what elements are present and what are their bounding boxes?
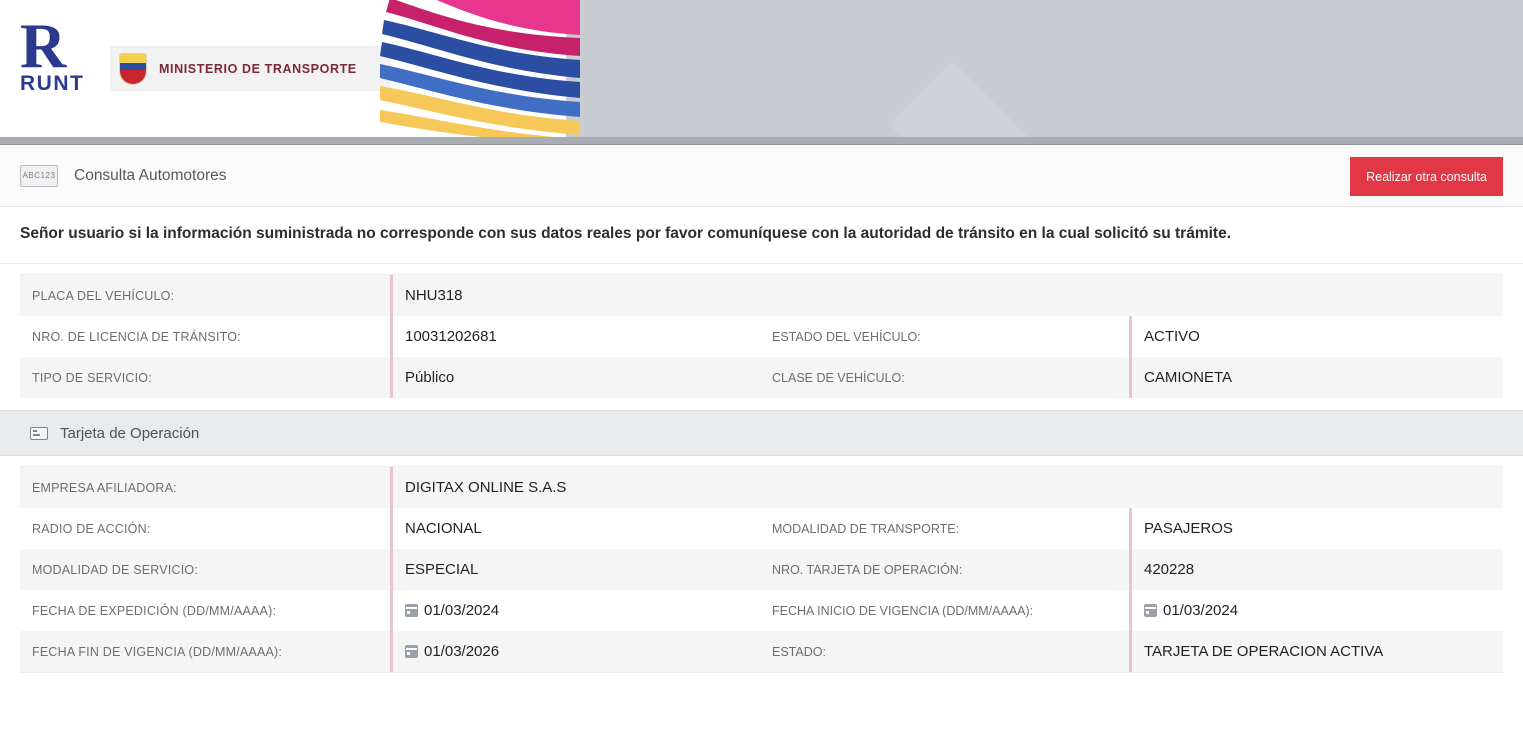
field-label: TIPO DE SERVICIO: — [32, 370, 152, 385]
section-header-operation-card — [0, 410, 1523, 456]
calendar-icon — [405, 645, 418, 658]
field-label: RADIO DE ACCIÓN: — [32, 521, 151, 536]
field-value: NHU318 — [390, 275, 1503, 316]
new-query-button[interactable]: Realizar otra consulta — [1350, 157, 1503, 196]
table-row — [20, 357, 1503, 398]
header-divider — [0, 137, 1523, 145]
field-value: 420228 — [1129, 549, 1503, 590]
operation-card-table — [20, 466, 1503, 672]
field-value-date — [390, 590, 764, 631]
calendar-icon — [405, 604, 418, 617]
field-label: CLASE DE VEHÍCULO: — [772, 370, 905, 385]
calendar-icon — [1144, 604, 1157, 617]
ministry-badge — [110, 46, 390, 91]
table-row — [20, 631, 1503, 672]
user-notice: Señor usuario si la información suministrada no corresponde con sus datos reales por favor comuníquese con la autoridad de tránsito en la cual solicitó su trámite. — [0, 207, 1523, 264]
field-label: PLACA DEL VEHÍCULO: — [32, 288, 175, 303]
field-label: MODALIDAD DE TRANSPORTE: — [772, 521, 960, 536]
table-row — [20, 467, 1503, 508]
field-label: FECHA INICIO DE VIGENCIA (DD/MM/AAAA): — [772, 603, 1034, 618]
table-row — [20, 508, 1503, 549]
field-value: TARJETA DE OPERACION ACTIVA — [1129, 631, 1503, 672]
page-title: Consulta Automotores — [74, 166, 227, 184]
date-text: 01/03/2024 — [424, 602, 500, 619]
colombia-coat-of-arms-icon — [119, 53, 147, 85]
field-label: ESTADO DEL VEHÍCULO: — [772, 329, 921, 344]
subheader — [0, 145, 1523, 207]
field-label: NRO. DE LICENCIA DE TRÁNSITO: — [32, 329, 241, 344]
field-value: DIGITAX ONLINE S.A.S — [390, 467, 1503, 508]
field-value: CAMIONETA — [1129, 357, 1503, 398]
date-text: 01/03/2026 — [424, 643, 500, 660]
field-label: NRO. TARJETA DE OPERACIÓN: — [772, 562, 963, 577]
section-title: Tarjeta de Operación — [60, 424, 200, 442]
table-row — [20, 549, 1503, 590]
runt-logo[interactable] — [20, 10, 96, 114]
table-row — [20, 275, 1503, 316]
field-label: FECHA DE EXPEDICIÓN (DD/MM/AAAA): — [32, 603, 277, 618]
header-watermark — [889, 61, 1037, 137]
vehicle-info-table — [20, 274, 1503, 398]
license-plate-icon: ABC123 — [20, 165, 58, 187]
table-row — [20, 316, 1503, 357]
field-value: ESPECIAL — [390, 549, 764, 590]
runt-swoosh-graphic — [380, 0, 580, 137]
ministry-label: MINISTERIO DE TRANSPORTE — [159, 61, 357, 76]
page-header — [0, 0, 1523, 137]
runt-logo-mark: R — [20, 10, 65, 81]
field-label: MODALIDAD DE SERVICIO: — [32, 562, 199, 577]
field-value-date — [1129, 590, 1503, 631]
field-value: NACIONAL — [390, 508, 764, 549]
field-label: FECHA FIN DE VIGENCIA (DD/MM/AAAA): — [32, 644, 283, 659]
table-row — [20, 590, 1503, 631]
runt-logo-word: RUNT — [20, 72, 85, 95]
date-text: 01/03/2024 — [1163, 602, 1239, 619]
operation-card-icon — [30, 427, 48, 440]
field-value: PASAJEROS — [1129, 508, 1503, 549]
field-value: ACTIVO — [1129, 316, 1503, 357]
field-value: Público — [390, 357, 764, 398]
field-label: ESTADO: — [772, 644, 826, 659]
field-value: 10031202681 — [390, 316, 764, 357]
field-value-date — [390, 631, 764, 672]
field-label: EMPRESA AFILIADORA: — [32, 480, 177, 495]
